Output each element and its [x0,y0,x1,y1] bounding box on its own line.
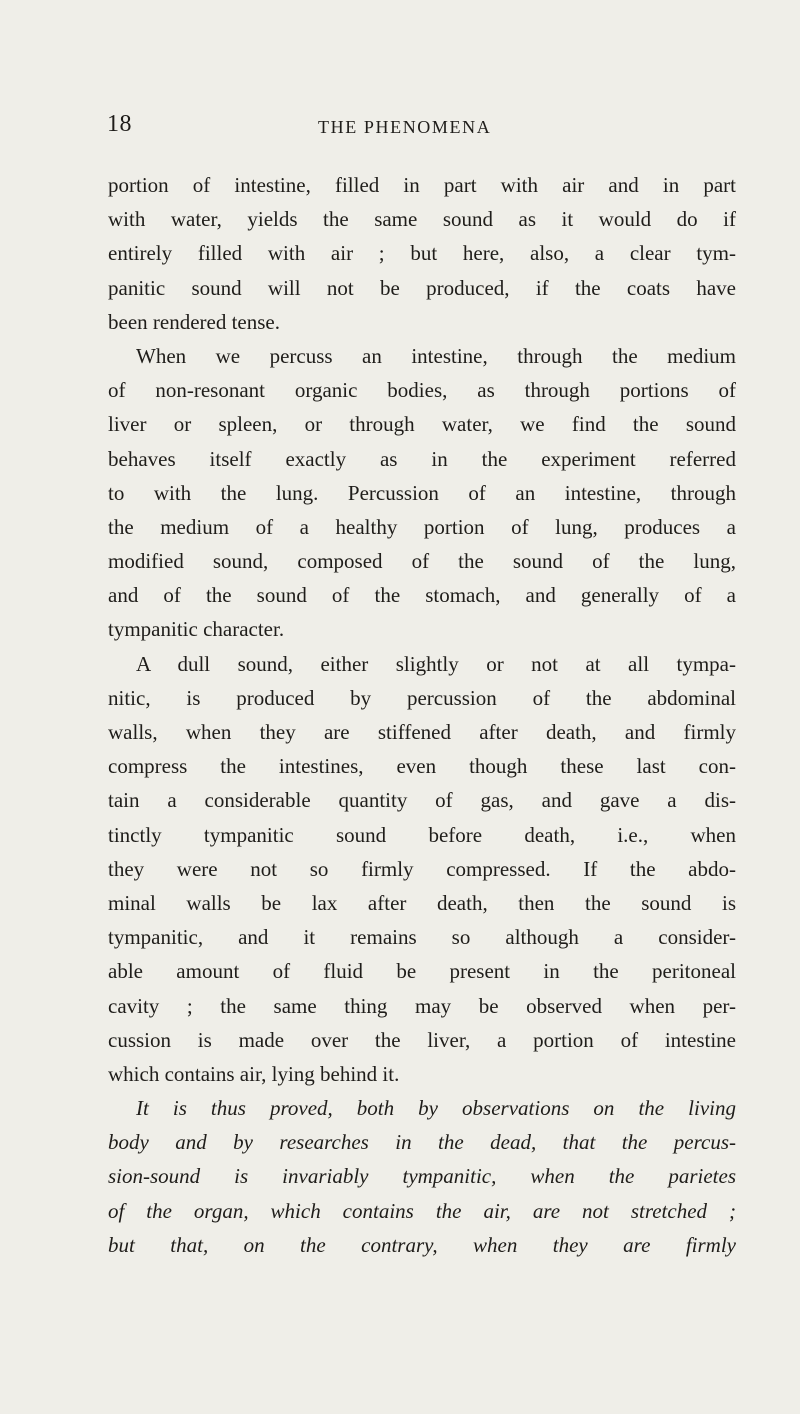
text-line: minal walls be lax after death, then the sound is [108,890,736,915]
text-line: behaves itself exactly as in the experiment referred [108,446,736,471]
text-line: been rendered tense. [108,309,280,334]
text-line: walls, when they are stiffened after death, and firmly [108,720,736,744]
text-line: they were not so firmly compressed. If the abdo- [108,856,736,881]
text-line: sion-sound is invariably tympanitic, when the parietes [108,1164,736,1189]
text-line: to with the lung. Percussion of an intestine, through [108,480,736,505]
text-line: tympanitic, and it remains so although a consider- [108,925,736,950]
page-number: 18 [107,111,132,137]
text-line: nitic, is produced by percussion of the abdominal [108,685,736,710]
text-line: modified sound, composed of the sound of the lung, [108,549,736,574]
text-line: It is thus proved, both by observations on the living [136,1096,736,1121]
text-line: compress the intestines, even though these last con- [108,754,736,779]
text-line: entirely filled with air ; but here, also, a clear tym- [108,241,736,266]
text-line: of the organ, which contains the air, are not stretched ; [108,1198,736,1223]
text-line: body and by researches in the dead, that the percus- [108,1130,736,1155]
text-line: of non-resonant organic bodies, as through portions of [108,378,736,403]
text-line: with water, yields the same sound as it would do if [108,207,736,232]
text-line: able amount of fluid be present in the peritoneal [108,959,736,984]
text-line: which contains air, lying behind it. [108,1061,400,1086]
text-line: and of the sound of the stomach, and generally of a [108,583,736,608]
text-line: tain a considerable quantity of gas, and gave a dis- [108,788,736,813]
text-line: cavity ; the same thing may be observed when per- [108,993,736,1018]
text-line: cussion is made over the liver, a portion of intestine [108,1027,736,1052]
text-line: A dull sound, either slightly or not at all tympa- [136,651,736,676]
text-line: portion of intestine, filled in part with air and in part [108,173,736,197]
text-line: panitic sound will not be produced, if the coats have [108,275,736,300]
text-line: tinctly tympanitic sound before death, i.e., when [108,822,736,847]
text-line: liver or spleen, or through water, we find the sound [108,412,736,437]
text-line: the medium of a healthy portion of lung, produces a [108,514,736,539]
text-line: tympanitic character. [108,617,285,642]
body-text [108,168,736,1262]
running-title: THE PHENOMENA [318,117,492,137]
text-line: but that, on the contrary, when they are firmly [108,1232,736,1257]
text-line: When we percuss an intestine, through the medium [136,343,736,368]
